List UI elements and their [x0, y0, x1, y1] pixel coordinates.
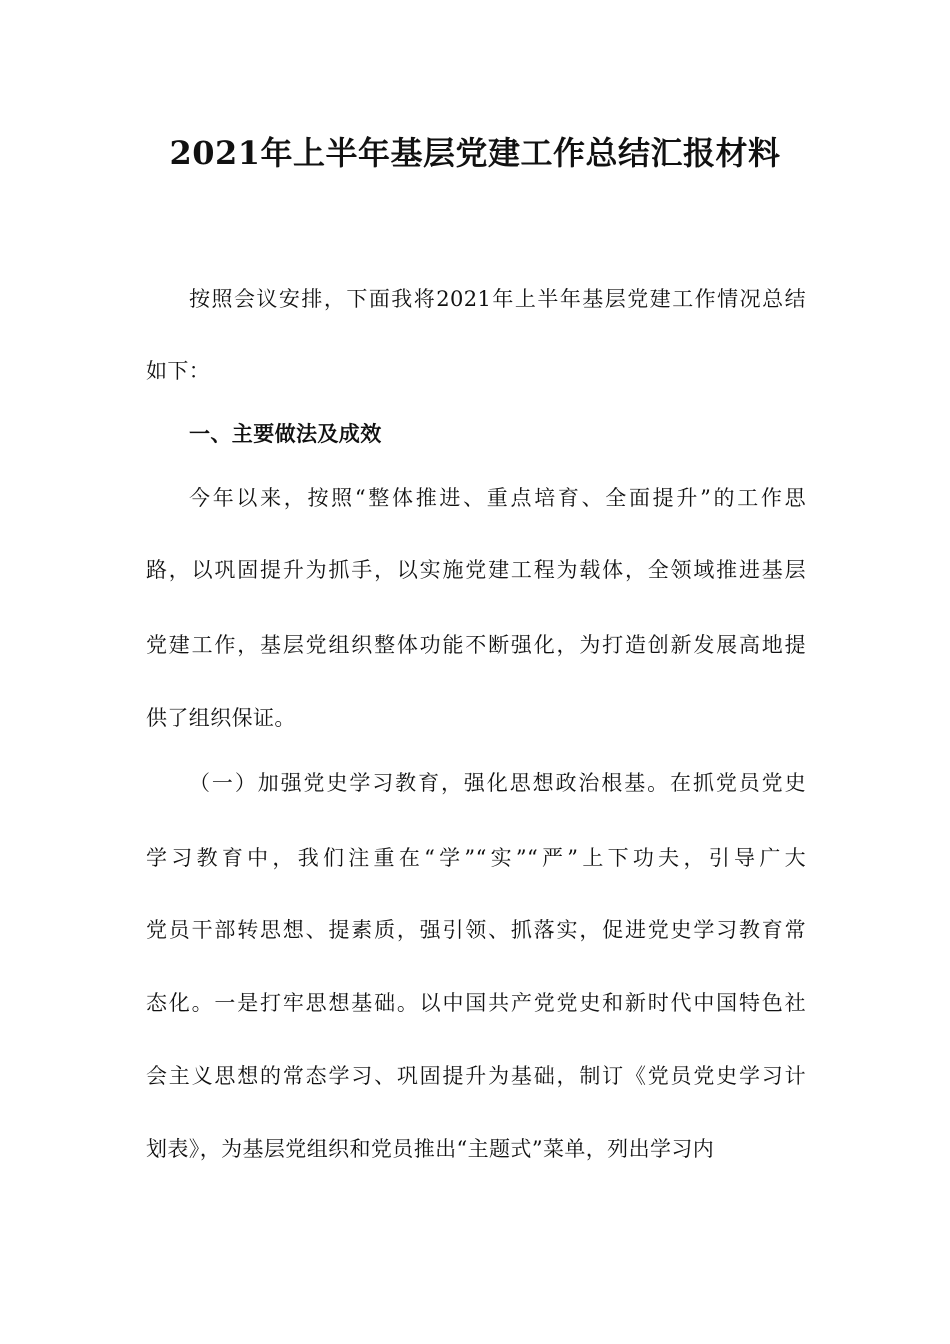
paragraph2-line-3: 党员干部转思想、提素质，强引领、抓落实，促进党史学习教育常	[146, 918, 806, 942]
paragraph2-line-5: 会主义思想的常态学习、巩固提升为基础，制订《党员党史学习计	[146, 1064, 806, 1088]
paragraph1-line-4: 供了组织保证。	[146, 706, 296, 730]
section-heading: 一、主要做法及成效	[189, 421, 382, 446]
intro-line-2: 如下：	[146, 359, 211, 383]
paragraph1-line-3: 党建工作，基层党组织整体功能不断强化，为打造创新发展高地提	[146, 633, 806, 657]
paragraph2-line-2: 学习教育中，我们注重在“学”“实”“严”上下功夫，引导广大	[146, 846, 806, 870]
paragraph2-line-4: 态化。一是打牢思想基础。以中国共产党党史和新时代中国特色社	[146, 991, 806, 1015]
paragraph1-line-2: 路，以巩固提升为抓手，以实施党建工程为载体，全领域推进基层	[146, 558, 806, 582]
paragraph2-line-6: 划表》，为基层党组织和党员推出“主题式”菜单，列出学习内	[146, 1137, 715, 1161]
intro-line-1: 按照会议安排，下面我将2021年上半年基层党建工作情况总结	[189, 287, 806, 311]
paragraph1-line-1: 今年以来，按照“整体推进、重点培育、全面提升”的工作思	[189, 486, 806, 510]
paragraph2-line-1: （一）加强党史学习教育，强化思想政治根基。在抓党员党史	[189, 771, 806, 795]
document-title: 2021年上半年基层党建工作总结汇报材料	[169, 134, 781, 172]
